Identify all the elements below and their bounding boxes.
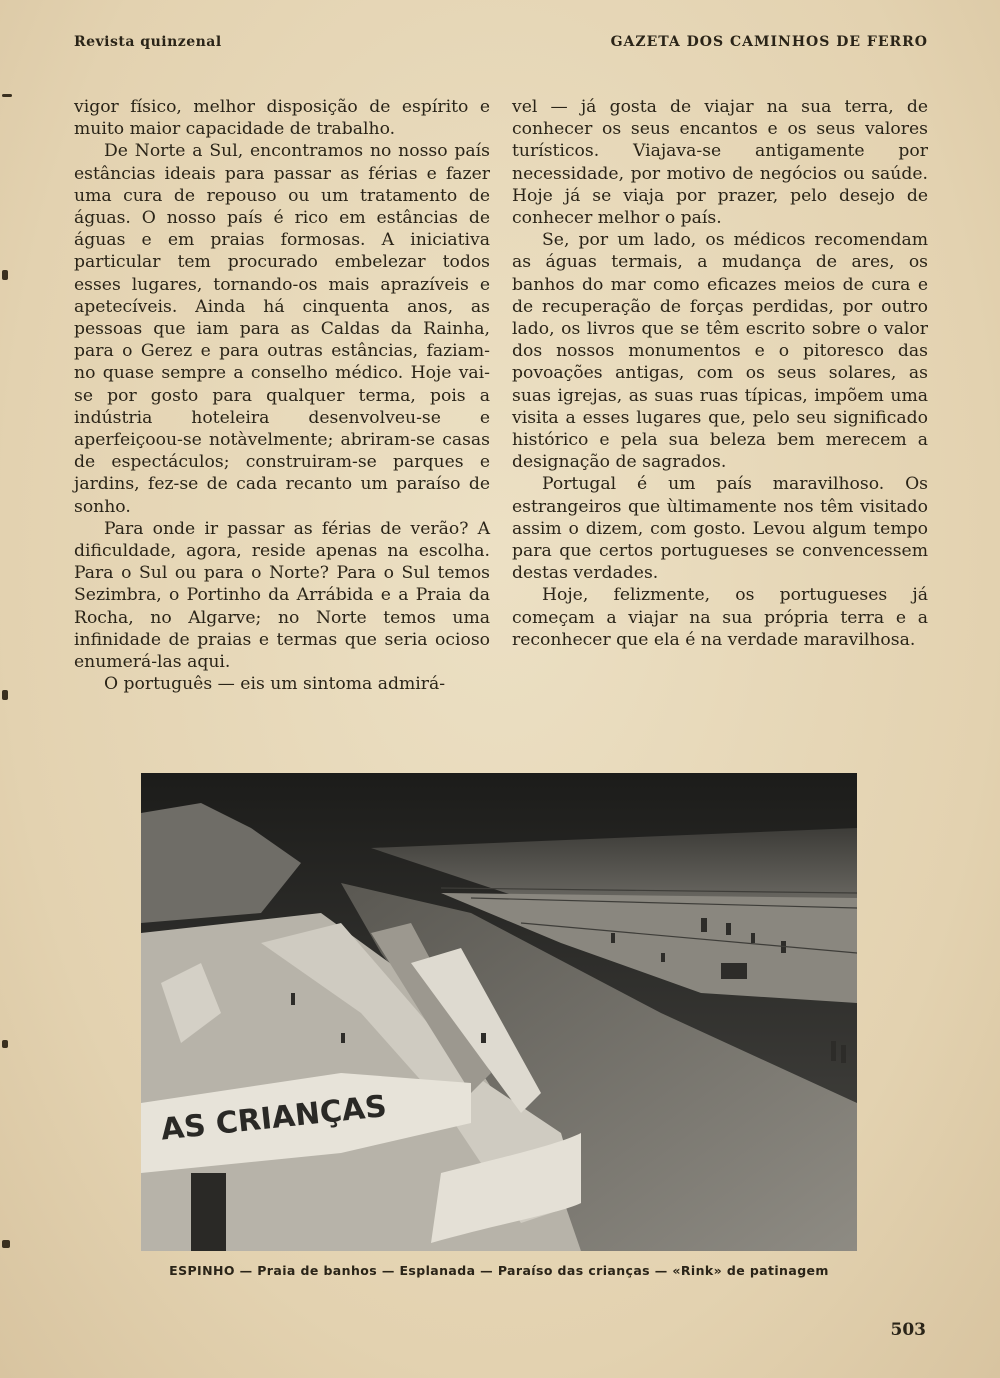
paragraph: Hoje, felizmente, os portugueses já começam a viajar na sua própria terra e a reconhecer que ela é na verdade maravilhosa. <box>512 585 928 650</box>
beach-photograph <box>141 773 857 1251</box>
espinho-beach-image <box>141 773 857 1251</box>
paragraph: Portugal é um país maravilhoso. Os estrangeiros que ùltimamente nos têm visitado assim o dizem, com gosto. Levou algum tempo para que certos portugueses se convencessem destas verdades. <box>512 474 928 584</box>
paragraph: Para onde ir passar as férias de verão? A dificuldade, agora, reside apenas na escolha. Para o Sul ou para o Norte? Para o Sul temos Sezimbra, o Portinho da Arrábida e a Praia da Rocha, no Algarve; no Norte temos uma infinidade de praias e termas que seria ocioso enumerá-las aqui. <box>74 518 490 673</box>
paragraph: Se, por um lado, os médicos recomendam as águas termais, a mudança de ares, os banhos do mar como eficazes meios de cura e de recuperação de forças perdidas, por outro lado, os livros que se têm escrito sobre o valor dos nossos monumentos e o pitoresco das povoações antigas, com os seus solares, as suas igrejas, as suas ruas típicas, impõem uma visita a esses lugares que, pelo seu significado histórico e pela sua beleza bem merecem a designação de sagrados. <box>512 230 928 473</box>
paragraph: vigor físico, melhor disposição de espírito e muito maior capacidade de trabalho. <box>74 97 490 140</box>
page-number: 503 <box>890 1320 926 1340</box>
text-column-left <box>74 96 490 695</box>
paragraph: De Norte a Sul, encontramos no nosso país estâncias ideais para passar as férias e fazer uma cura de repouso ou um tratamento de águas. O nosso país é rico em estâncias de águas e em praias formosas. A iniciativa particular tem procurado embelezar todos esses lugares, tornando-os mais aprazíveis e apetecíveis. Ainda há cinquenta anos, as pessoas que iam para as Caldas da Rainha, para o Gerez e para outras estâncias, faziam-no quase sempre a conselho médico. Hoje vai-se por gosto para qualquer terma, pois a indústria hoteleira desenvolveu-se e aperfeiçoou-se notàvelmente; abriram-se casas de espectáculos; construiram-se parques e jardins, fez-se de cada recanto um paraíso de sonho. <box>74 141 490 517</box>
header-left: Revista quinzenal <box>74 34 222 50</box>
paragraph: vel — já gosta de viajar na sua terra, de conhecer os seus encantos e os seus valores turísticos. Viajava-se antigamente por necessidade, por motivo de negócios ou saúde. Hoje já se viaja por prazer, pelo desejo de conhecer melhor o país. <box>512 97 928 229</box>
sign-text: AS CRIANÇAS <box>159 1089 389 1148</box>
scan-mark <box>2 690 8 700</box>
scan-mark <box>2 270 8 280</box>
text-column-right <box>512 96 928 651</box>
paragraph: O português — eis um sintoma admirá- <box>104 674 446 695</box>
header-right: GAZETA DOS CAMINHOS DE FERRO <box>610 34 928 50</box>
photo-caption: ESPINHO — Praia de banhos — Esplanada — Paraíso das crianças — «Rink» de patinagem <box>169 1263 829 1278</box>
scan-mark <box>2 1240 10 1248</box>
scan-mark <box>2 94 12 97</box>
scan-mark <box>2 1040 8 1048</box>
running-header <box>74 34 928 56</box>
